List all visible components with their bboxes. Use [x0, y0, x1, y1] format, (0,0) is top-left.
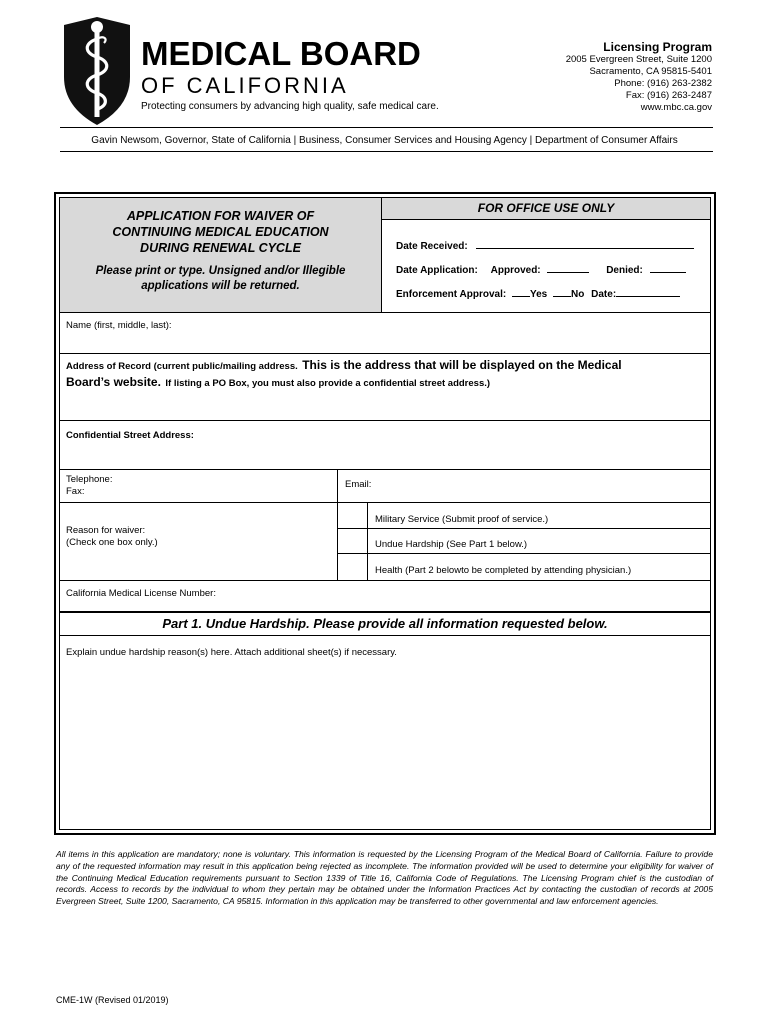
address-label-d: If listing a PO Box, you must also provide a confidential street address.) — [165, 378, 491, 389]
form-title-line-1: APPLICATION FOR WAIVER OF — [126, 209, 315, 223]
address-line-2: Sacramento, CA 95815-5401 — [589, 66, 712, 77]
office-use-fields — [382, 220, 710, 313]
application-form — [54, 192, 716, 835]
medical-board-logo-icon — [60, 15, 134, 127]
form-revision: CME-1W (Revised 01/2019) — [56, 995, 169, 1005]
date-received-label: Date Received: — [396, 241, 468, 252]
no-line — [553, 286, 571, 297]
form-instruction-line-2: applications will be returned. — [141, 280, 300, 292]
privacy-notice: All items in this application are mandatory; none is voluntary. This information is requested by the Licensing Program of the Medical Board of California. Failure to provide any of the requested information may result in this application being rejected as incomplete. The information provided will be used to determine your eligibility for waiver of the Continuing Medical Education requirements pursuant to Section 1339 of Title 16, California Code of Regulations. The Licensing Program chief is the custodian of records. Access to records by the individual to whom they pertain may be obtained under the Information Practices Act by contacting the custodian of records at 2005 Evergreen Street, Suite 1200, Sacramento, CA 95815. Information in this application may be transferred to other governmental and law enforcement agencies. — [56, 849, 713, 907]
reason-label: Reason for waiver: — [66, 525, 146, 536]
licensing-contact — [566, 40, 712, 114]
telephone-label: Telephone: — [66, 474, 113, 485]
address-label-a: Address of Record (current public/mailing address. — [66, 361, 298, 372]
denied-label: Denied: — [606, 265, 643, 276]
address-label-b: This is the address that will be displayed on the Medical — [302, 358, 622, 372]
denied-line — [650, 262, 686, 273]
form-title-line-2: CONTINUING MEDICAL EDUCATION — [112, 225, 329, 239]
approved-label: Approved: — [490, 265, 541, 276]
health-checkbox[interactable] — [338, 554, 368, 581]
phone: Phone: (916) 263-2382 — [614, 78, 712, 89]
fax-label: Fax: — [66, 486, 85, 497]
yes-line — [512, 286, 530, 297]
hardship-explanation-area[interactable] — [60, 636, 710, 829]
header-divider-top — [60, 127, 713, 128]
confidential-address-field[interactable] — [60, 421, 710, 470]
part1-header — [60, 613, 710, 636]
telephone-fax-field[interactable] — [60, 470, 338, 503]
military-checkbox[interactable] — [338, 503, 368, 529]
form-instruction-line-1: Please print or type. Unsigned and/or Illegible — [95, 265, 346, 277]
approved-line — [547, 262, 589, 273]
address-label-c: Board’s website. — [66, 375, 161, 389]
hardship-checkbox[interactable] — [338, 529, 368, 554]
website: www.mbc.ca.gov — [640, 102, 712, 113]
reason-option-hardship — [368, 529, 710, 554]
part1-title: Part 1. Undue Hardship. Please provide all information requested below. — [162, 616, 608, 631]
form-title-block — [60, 198, 382, 313]
office-use-header — [382, 198, 710, 220]
part1-instruction: Explain undue hardship reason(s) here. Attach additional sheet(s) if necessary. — [66, 647, 397, 658]
hardship-label: Undue Hardship (See Part 1 below.) — [375, 539, 528, 550]
no-label: No — [571, 289, 585, 300]
enforcement-label: Enforcement Approval: — [396, 289, 507, 300]
program-name: Licensing Program — [603, 40, 712, 54]
org-subtitle: OF CALIFORNIA — [141, 73, 349, 98]
name-field[interactable] — [60, 313, 710, 354]
yes-label: Yes — [529, 289, 548, 300]
license-number-field[interactable] — [60, 581, 710, 613]
confidential-label: Confidential Street Address: — [66, 430, 194, 441]
email-field[interactable] — [338, 470, 710, 503]
date-label: Date: — [591, 289, 617, 300]
name-label: Name (first, middle, last): — [66, 320, 172, 331]
date-received-line — [476, 238, 694, 249]
government-line: Gavin Newsom, Governor, State of California | Business, Consumer Services and Housing Agency | Department of Consumer Affairs — [91, 135, 678, 146]
date-line — [616, 286, 680, 297]
reason-label-block — [60, 503, 338, 581]
address-field[interactable] — [60, 354, 710, 421]
date-application-label: Date Application: — [396, 265, 478, 276]
header-divider-bottom — [60, 151, 713, 152]
military-label: Military Service (Submit proof of service.) — [375, 514, 549, 525]
license-label: California Medical License Number: — [66, 588, 216, 599]
fax: Fax: (916) 263-2487 — [625, 90, 712, 101]
form-title-line-3: DURING RENEWAL CYCLE — [140, 241, 301, 255]
email-label: Email: — [345, 479, 372, 490]
address-line-1: 2005 Evergreen Street, Suite 1200 — [565, 54, 712, 65]
org-title: MEDICAL BOARD — [141, 35, 421, 72]
reason-option-health — [368, 554, 710, 581]
reason-sublabel: (Check one box only.) — [66, 537, 158, 548]
health-label: Health (Part 2 belowto be completed by attending physician.) — [375, 565, 632, 576]
office-use-title: FOR OFFICE USE ONLY — [477, 201, 615, 215]
tagline: Protecting consumers by advancing high quality, safe medical care. — [141, 101, 439, 112]
reason-option-military — [368, 503, 710, 529]
